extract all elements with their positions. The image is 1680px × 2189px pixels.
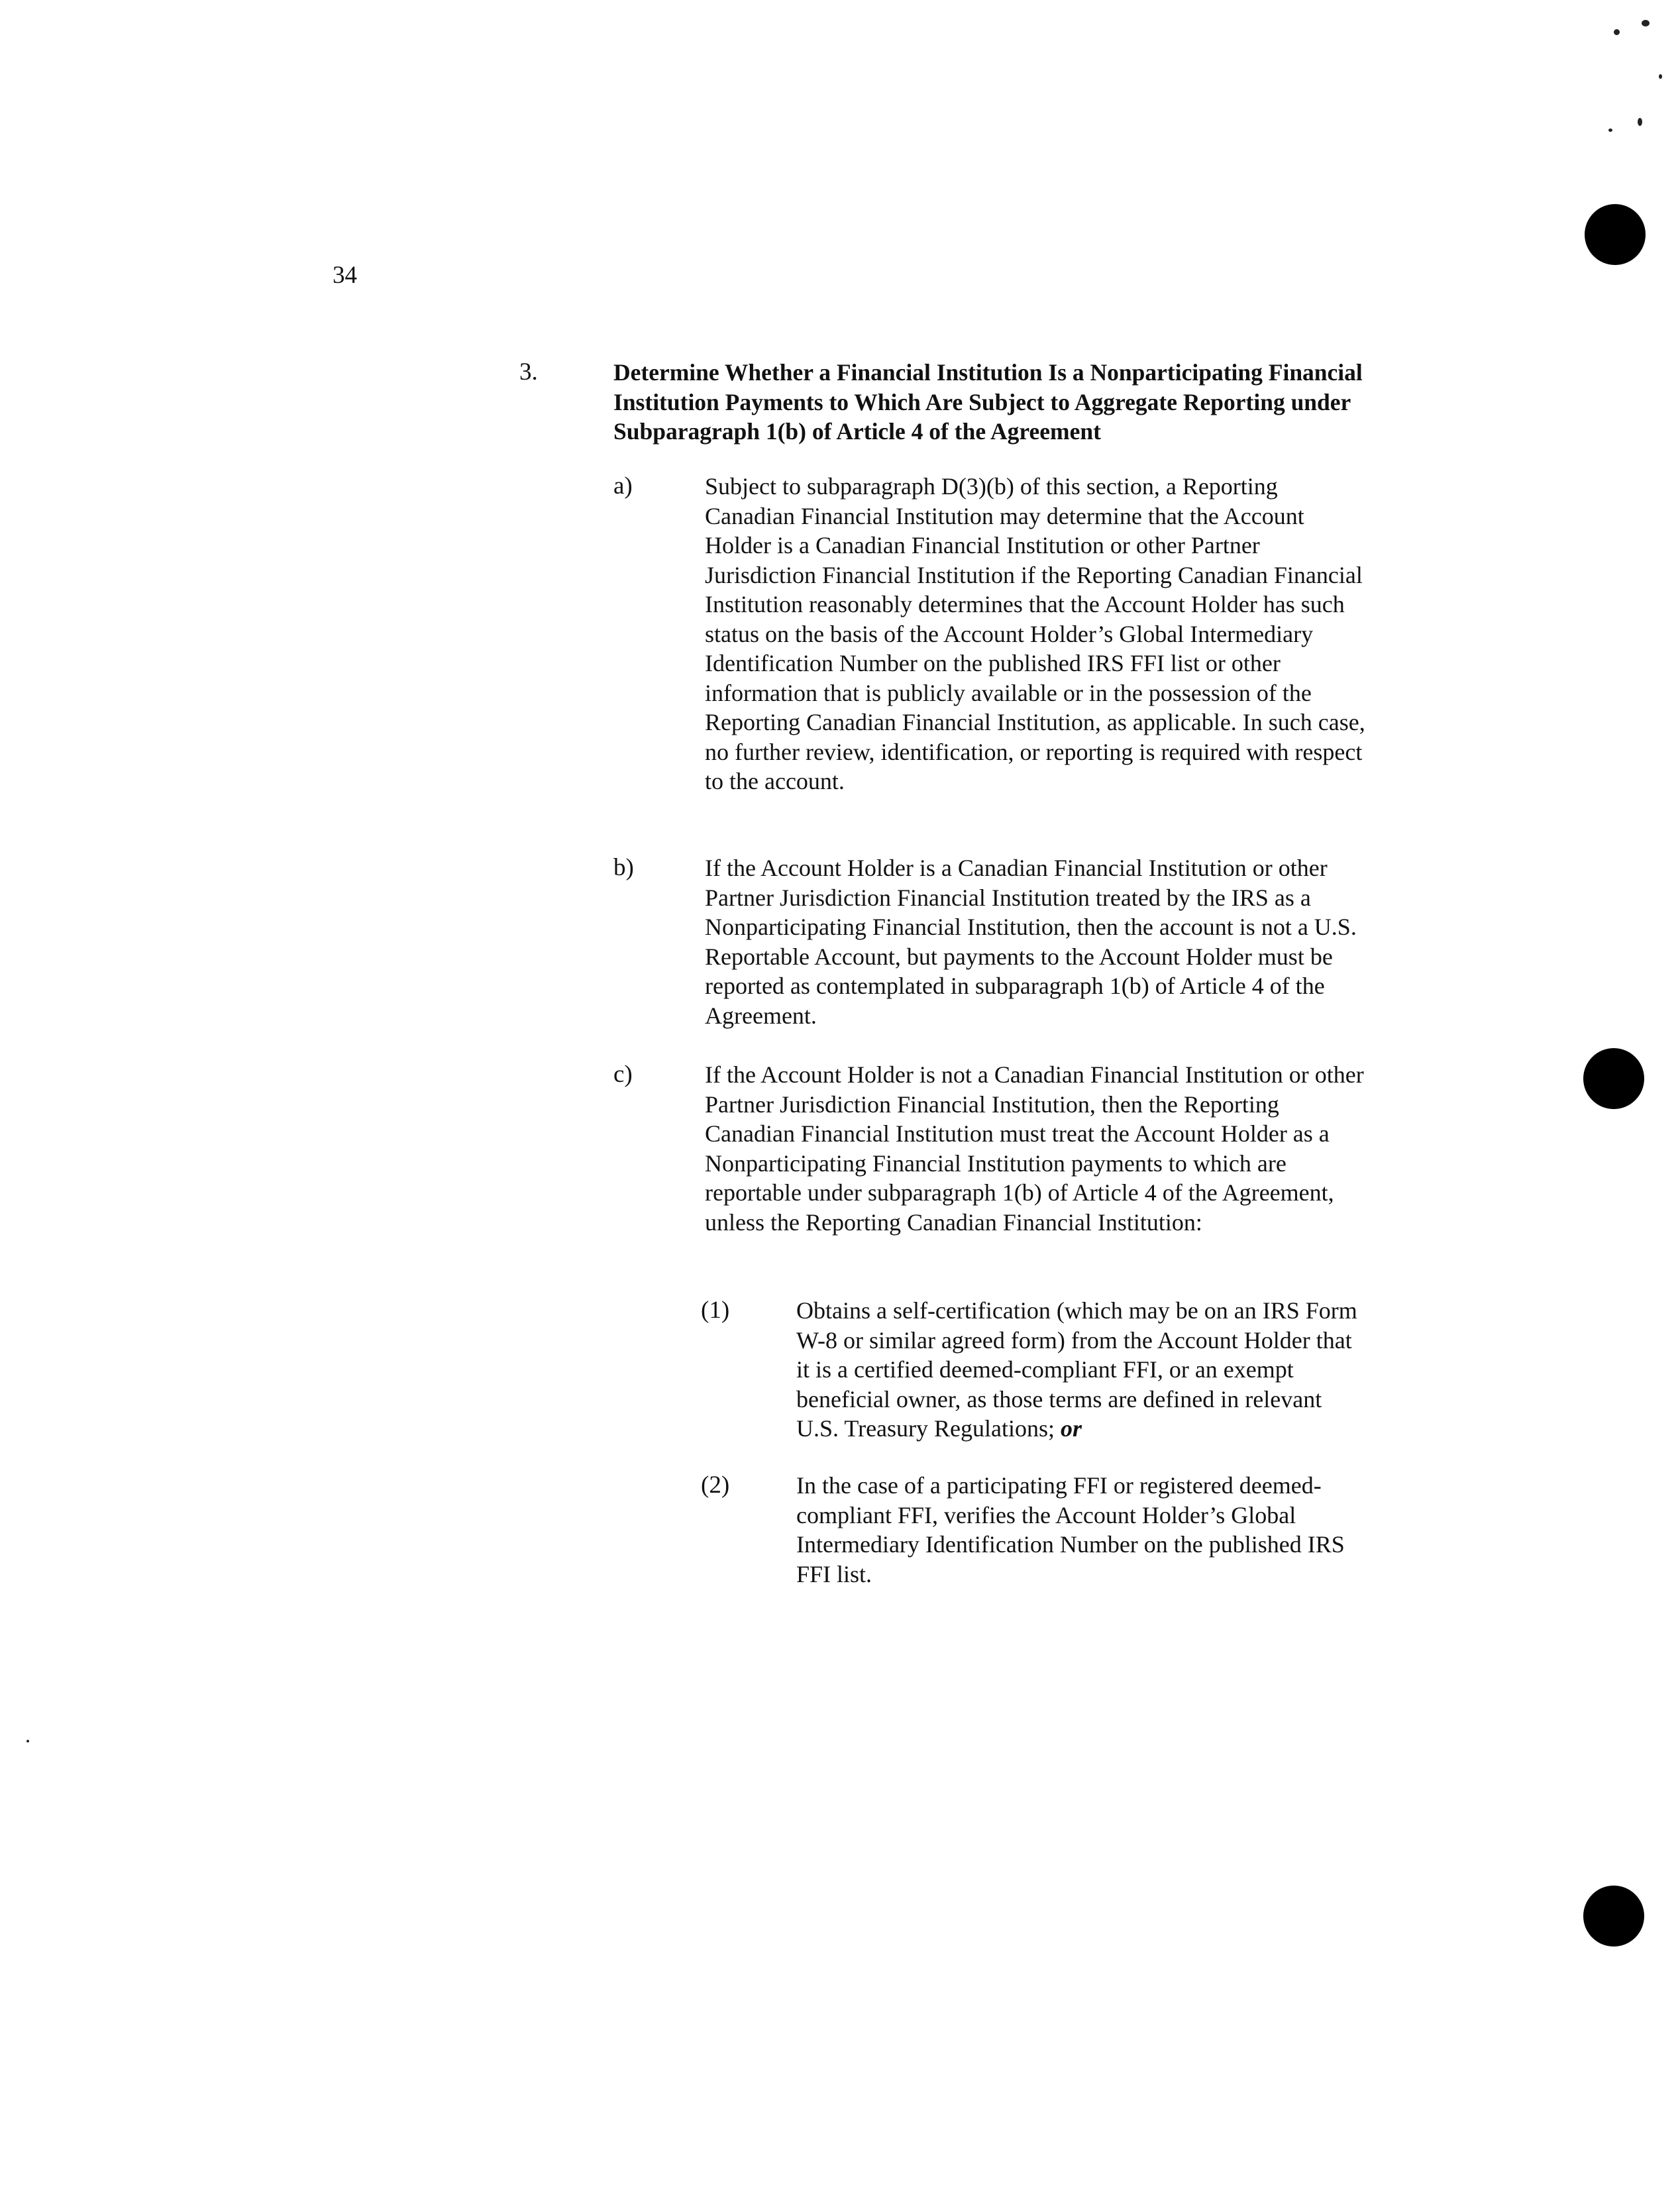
subitem-label-2: (2) [701,1471,730,1499]
scan-speck [1638,118,1642,126]
item-label-b: b) [613,854,634,881]
subitem-text-1-body: Obtains a self-certification (which may be on an IRS Form W-8 or similar agreed form) from the Account Holder that it is a certified deemed-compliant FFI, or an exempt beneficial owner, as those terms are defined in relevant U.S. Treasury Regulations; [796,1297,1357,1442]
page-number: 34 [333,262,357,289]
scan-speck [1608,129,1612,132]
scan-speck [1614,29,1620,35]
subitem-text-1 [796,1296,1366,1444]
scan-speck [1659,74,1662,79]
scan-speck [26,1740,29,1742]
item-label-a: a) [613,472,633,500]
section-number: 3. [519,358,538,386]
binder-hole-middle [1583,1048,1644,1109]
section-heading: Determine Whether a Financial Institution Is a Nonparticipating Financial Institution Payments to Which Are Subject to Aggregate Reporting under Subparagraph 1(b) of Article 4 of the Agreement [613,359,1363,445]
item-text-a: Subject to subparagraph D(3)(b) of this section, a Reporting Canadian Financial Institution may determine that the Account Holder is a Canadian Financial Institution or other Partner Jurisdiction Financial Institution if the Reporting Canadian Financial Institution reasonably determines that the Account Holder has such status on the basis of the Account Holder’s Global Intermediary Identification Number on the published IRS FFI list or other information that is publicly available or in the possession of the Reporting Canadian Financial Institution, as applicable. In such case, no further review, identification, or reporting is required with respect to the account. [705,473,1365,794]
item-text-c: If the Account Holder is not a Canadian Financial Institution or other Partner Jurisdiction Financial Institution, then the Reporting Canadian Financial Institution must treat the Account Holder as a Nonparticipating Financial Institution payments to which are reportable under subparagraph 1(b) of Article 4 of the Agreement, unless the Reporting Canadian Financial Institution: [705,1061,1364,1236]
item-text-b: If the Account Holder is a Canadian Financial Institution or other Partner Jurisdiction Financial Institution treated by the IRS as a Nonparticipating Financial Institution, then the account is not a U.S. Reportable Account, but payments to the Account Holder must be reported as contemplated in subparagraph 1(b) of Article 4 of the Agreement. [705,855,1357,1029]
subitem-label-1: (1) [701,1297,730,1324]
subitem-emphasis-or: or [1061,1415,1082,1442]
item-label-c: c) [613,1061,633,1088]
subitem-text-2: In the case of a participating FFI or registered deemed-compliant FFI, verifies the Account Holder’s Global Intermediary Identification Number on the published IRS FFI list. [796,1472,1345,1587]
binder-hole-bottom [1583,1886,1644,1947]
binder-hole-top [1585,204,1646,265]
scan-speck [1642,20,1650,27]
